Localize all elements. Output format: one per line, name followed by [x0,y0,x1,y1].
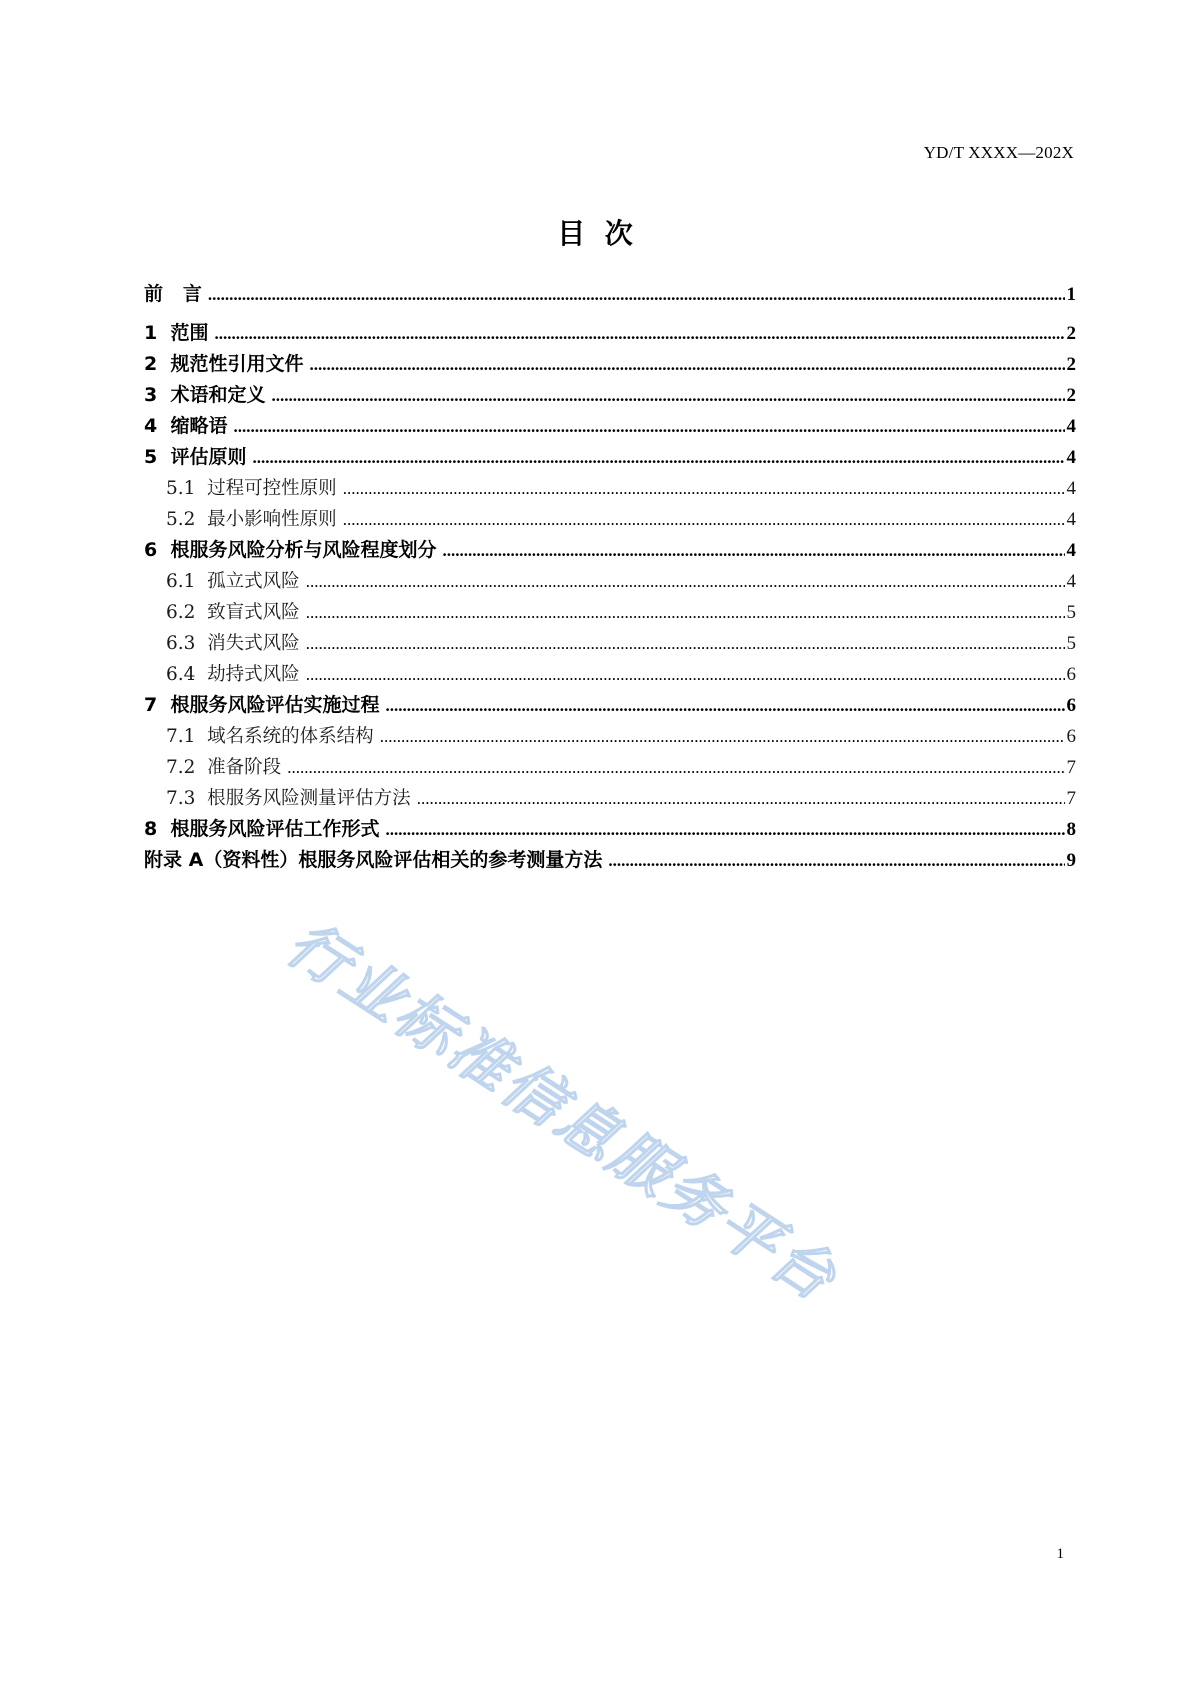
toc-entry-label: 2 规范性引用文件 [144,353,304,375]
toc-entry[interactable] [144,279,1076,318]
toc-entry[interactable] [144,690,1076,721]
toc-dot-leader [214,318,1064,349]
toc-entry-page: 4 [1066,571,1076,592]
toc-entry-page: 2 [1066,323,1076,344]
toc-entry-label: 1 范围 [144,322,209,344]
toc-entry[interactable] [144,380,1076,411]
toc-entry-label: 3 术语和定义 [144,384,266,406]
toc-entry-page: 6 [1066,695,1076,716]
toc-entry-page: 6 [1066,664,1076,685]
toc-entry[interactable] [144,845,1076,876]
toc-subentry[interactable] [144,504,1076,535]
watermark-text: 行业标准信息服务平台 [274,908,850,1316]
toc-entry-page: 9 [1066,850,1076,871]
toc-dot-leader [385,814,1064,845]
toc-dot-leader [442,535,1064,566]
toc-dot-leader [385,690,1064,721]
toc-entry-page: 4 [1066,478,1076,499]
toc-entry-label: 5.2 最小影响性原则 [166,509,337,530]
toc-entry-label: 6.1 孤立式风险 [166,571,300,592]
toc-dot-leader [380,721,1065,752]
toc-dot-leader [306,659,1065,690]
toc-entry-page: 5 [1066,602,1076,623]
toc-subentry[interactable] [144,473,1076,504]
toc-entry-page: 4 [1066,540,1076,561]
toc-subentry[interactable] [144,783,1076,814]
document-code: YD/T XXXX—202X [923,143,1074,162]
table-of-contents [144,279,1076,876]
toc-dot-leader [306,597,1065,628]
toc-dot-leader [252,442,1064,473]
toc-dot-leader [208,279,1065,310]
toc-entry-label: 6.2 致盲式风险 [166,602,300,623]
toc-entry-page: 5 [1066,633,1076,654]
toc-dot-leader [306,628,1065,659]
toc-entry-label: 5.1 过程可控性原则 [166,478,337,499]
toc-dot-leader [417,783,1065,814]
toc-entry-label: 7.1 域名系统的体系结构 [166,726,374,747]
toc-entry-label: 7.3 根服务风险测量评估方法 [166,788,411,809]
toc-subentry[interactable] [144,752,1076,783]
toc-entry-page: 2 [1066,385,1076,406]
toc-entry-page: 2 [1066,354,1076,375]
toc-title: 目 次 [557,217,633,250]
toc-entry[interactable] [144,318,1076,349]
toc-entry-page: 4 [1066,447,1076,468]
toc-entry[interactable] [144,535,1076,566]
toc-subentry[interactable] [144,659,1076,690]
toc-entry-page: 7 [1066,757,1076,778]
toc-subentry[interactable] [144,597,1076,628]
toc-entry-label: 6.4 劫持式风险 [166,664,300,685]
toc-entry-label: 6 根服务风险分析与风险程度划分 [144,539,437,561]
toc-dot-leader [343,504,1065,535]
toc-dot-leader [608,845,1064,876]
toc-dot-leader [271,380,1064,411]
toc-entry-page: 7 [1066,788,1076,809]
toc-dot-leader [233,411,1064,442]
toc-entry-page: 8 [1066,819,1076,840]
toc-subentry[interactable] [144,628,1076,659]
toc-entry-label: 7 根服务风险评估实施过程 [144,694,380,716]
toc-entry-label: 4 缩略语 [144,415,228,437]
toc-subentry[interactable] [144,721,1076,752]
toc-entry[interactable] [144,411,1076,442]
toc-entry-label: 附录 A（资料性）根服务风险评估相关的参考测量方法 [144,849,603,871]
toc-entry-page: 4 [1066,509,1076,530]
toc-dot-leader [343,473,1065,504]
toc-entry-label: 8 根服务风险评估工作形式 [144,818,380,840]
toc-entry-page: 1 [1066,284,1076,305]
toc-dot-leader [287,752,1064,783]
toc-entry-page: 4 [1066,416,1076,437]
toc-entry[interactable] [144,814,1076,845]
toc-entry[interactable] [144,349,1076,380]
toc-entry-page: 6 [1066,726,1076,747]
toc-entry-label: 7.2 准备阶段 [166,757,282,778]
toc-entry-label: 前 言 [144,283,202,305]
toc-dot-leader [309,349,1064,380]
toc-entry[interactable] [144,442,1076,473]
toc-subentry[interactable] [144,566,1076,597]
toc-dot-leader [306,566,1065,597]
toc-entry-label: 6.3 消失式风险 [166,633,300,654]
toc-entry-label: 5 评估原则 [144,446,247,468]
page-number: 1 [1056,1546,1064,1562]
